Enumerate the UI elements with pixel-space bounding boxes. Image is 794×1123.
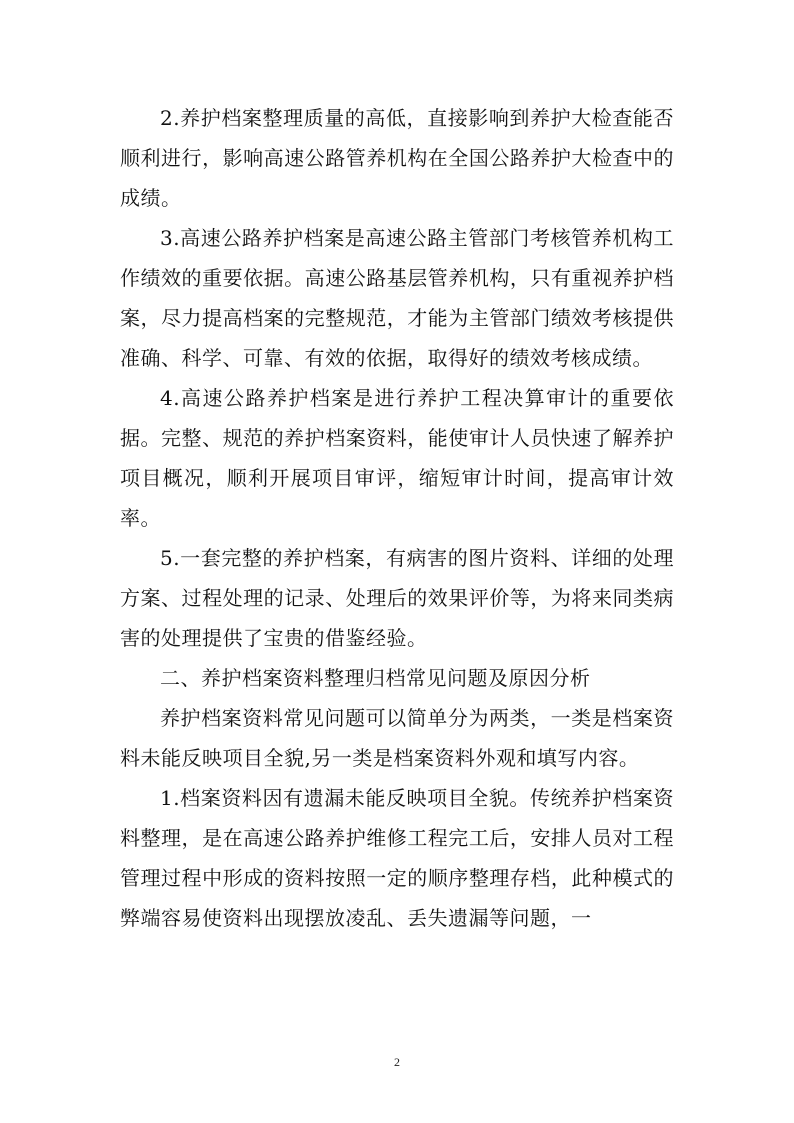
problem-item-1: 1.档案资料因有遗漏未能反映项目全貌。传统养护档案资料整理，是在高速公路养护维修工程完工后，安排人员对工程管理过程中形成的资料按照一定的顺序整理存档，此种模式的弊端容易使资料出现摆放凌乱、丢失遗漏等问题，一 [120,786,674,930]
paragraph-item-4: 4.高速公路养护档案是进行养护工程决算审计的重要依据。完整、规范的养护档案资料，能使审计人员快速了解养护项目概况，顺利开展项目审评，缩短审计时间，提高审计效率。 [120,386,674,530]
paragraph-item-3: 3.高速公路养护档案是高速公路主管部门考核管养机构工作绩效的重要依据。高速公路基层管养机构，只有重视养护档案，尽力提高档案的完整规范，才能为主管部门绩效考核提供准确、科学、可靠、有效的依据，取得好的绩效考核成绩。 [120,226,674,370]
paragraph-item-2: 2.养护档案整理质量的高低，直接影响到养护大检查能否顺利进行，影响高速公路管养机构在全国公路养护大检查中的成绩。 [120,106,674,210]
section-heading: 二、养护档案资料整理归档常见问题及原因分析 [160,666,591,690]
page-number: 2 [394,1055,400,1069]
section-intro-paragraph: 养护档案资料常见问题可以简单分为两类，一类是档案资料未能反映项目全貌,另一类是档案资料外观和填写内容。 [120,706,674,770]
document-body [120,98,674,938]
paragraph-item-5: 5.一套完整的养护档案，有病害的图片资料、详细的处理方案、过程处理的记录、处理后的效果评价等，为将来同类病害的处理提供了宝贵的借鉴经验。 [120,546,674,650]
